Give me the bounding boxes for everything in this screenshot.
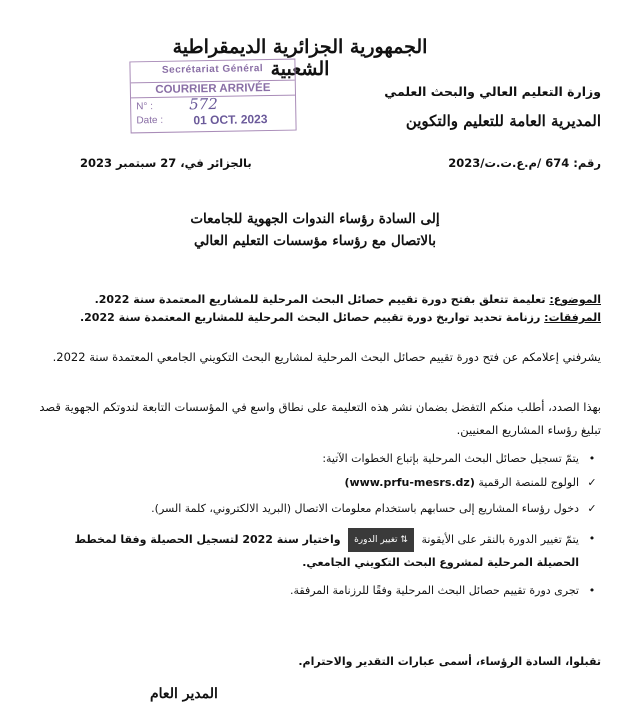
checkmark-icon: ✓ [587,476,597,489]
list-item [41,448,601,470]
reference-number: رقم: 674 /م.ع.ت.ت/2023 [448,156,601,170]
subject-text: تعليمة تتعلق بفتح دورة تقييم حصائل البحث المرحلية للمشاريع المعتمدة سنة 2022. [94,293,546,306]
directorate-name: المديرية العامة للتعليم والتكوين [405,112,601,130]
attachments-line [41,309,601,327]
steps-intro: يتمّ تسجيل حصائل البحث المرحلية بإتباع الخطوات الآتية: [322,452,579,465]
subject-line [41,291,601,309]
stamp-date-label: Date : [136,114,164,127]
stamp-line2: COURRIER ARRIVÉE [131,80,295,99]
step3-pre: يتمّ تغيير الدورة بالنقر على الأيقونة [421,533,579,546]
attachments-text: رزنامة تحديد تواريخ دورة تقييم حصائل البحث المرحلية للمشاريع المعتمدة سنة 2022. [79,311,541,324]
subject-block [41,291,601,327]
bullet-icon: • [588,452,596,465]
ministry-name: وزارة التعليم العالي والبحث العلمي [384,84,601,99]
body-paragraph-1: يشرفني إعلامكم عن فتح دورة تقييم حصائل البحث المرحلية لمشاريع البحث التكويني الجامعي المعتمدة سنة 2022. [52,350,601,364]
stamp-date-value: 01 OCT. 2023 [193,112,268,128]
bullet-icon: • [588,532,596,545]
addressee [100,208,530,252]
addressee-line2: بالاتصال مع رؤساء مؤسسات التعليم العالي [194,233,436,249]
arrival-stamp [129,59,296,134]
platform-link[interactable]: (www.prfu-mesrs.dz) [344,476,475,489]
list-item [41,528,601,574]
attachments-label: المرفقات: [544,311,601,324]
republic-title: الجمهورية الجزائرية الديمقراطية الشعبية [172,36,428,80]
stamp-number-label: N° : [136,101,154,113]
signature: المدير العام [150,686,218,702]
steps-list [41,448,601,602]
closing-line: تقبلوا، السادة الرؤساء، أسمى عبارات التقدير والاحترام. [298,655,601,668]
place-date: بالجزائر في، 27 سبتمبر 2023 [80,156,252,170]
checkmark-icon: ✓ [587,502,597,515]
list-item [41,580,601,602]
change-session-button: ⇅ تغيير الدورة [348,528,414,552]
body-paragraph-2: بهذا الصدد، أطلب منكم التفضل بضمان نشر هذه التعليمة على نطاق واسع في المؤسسات التابعة لندوتكم الجهوية قصد تبليغ رؤساء المشاريع المعنيين. [39,400,601,437]
final-step: تجرى دورة تقييم حصائل البحث المرحلية وفقًا للرزنامة المرفقة. [289,584,579,597]
list-item [41,498,601,520]
step1-text: الولوج للمنصة الرقمية [478,476,579,489]
stamp-line1: Secrétariat Général [161,63,264,76]
step2-text: دخول رؤساء المشاريع إلى حسابهم باستخدام معلومات الاتصال (البريد الالكتروني، كلمة السر). [151,502,579,515]
addressee-line1: إلى السادة رؤساء الندوات الجهوية للجامعات [190,211,440,227]
subject-label: الموضوع: [549,293,601,306]
step3-post: واختيار سنة 2022 لتسجيل الحصيلة وفقا لمخطط الحصيلة المرحلية لمشروع البحث التكويني الجامعي. [74,533,579,569]
list-item [41,472,601,494]
bullet-icon: • [588,584,596,597]
stamp-number-value: 572 [188,94,218,114]
